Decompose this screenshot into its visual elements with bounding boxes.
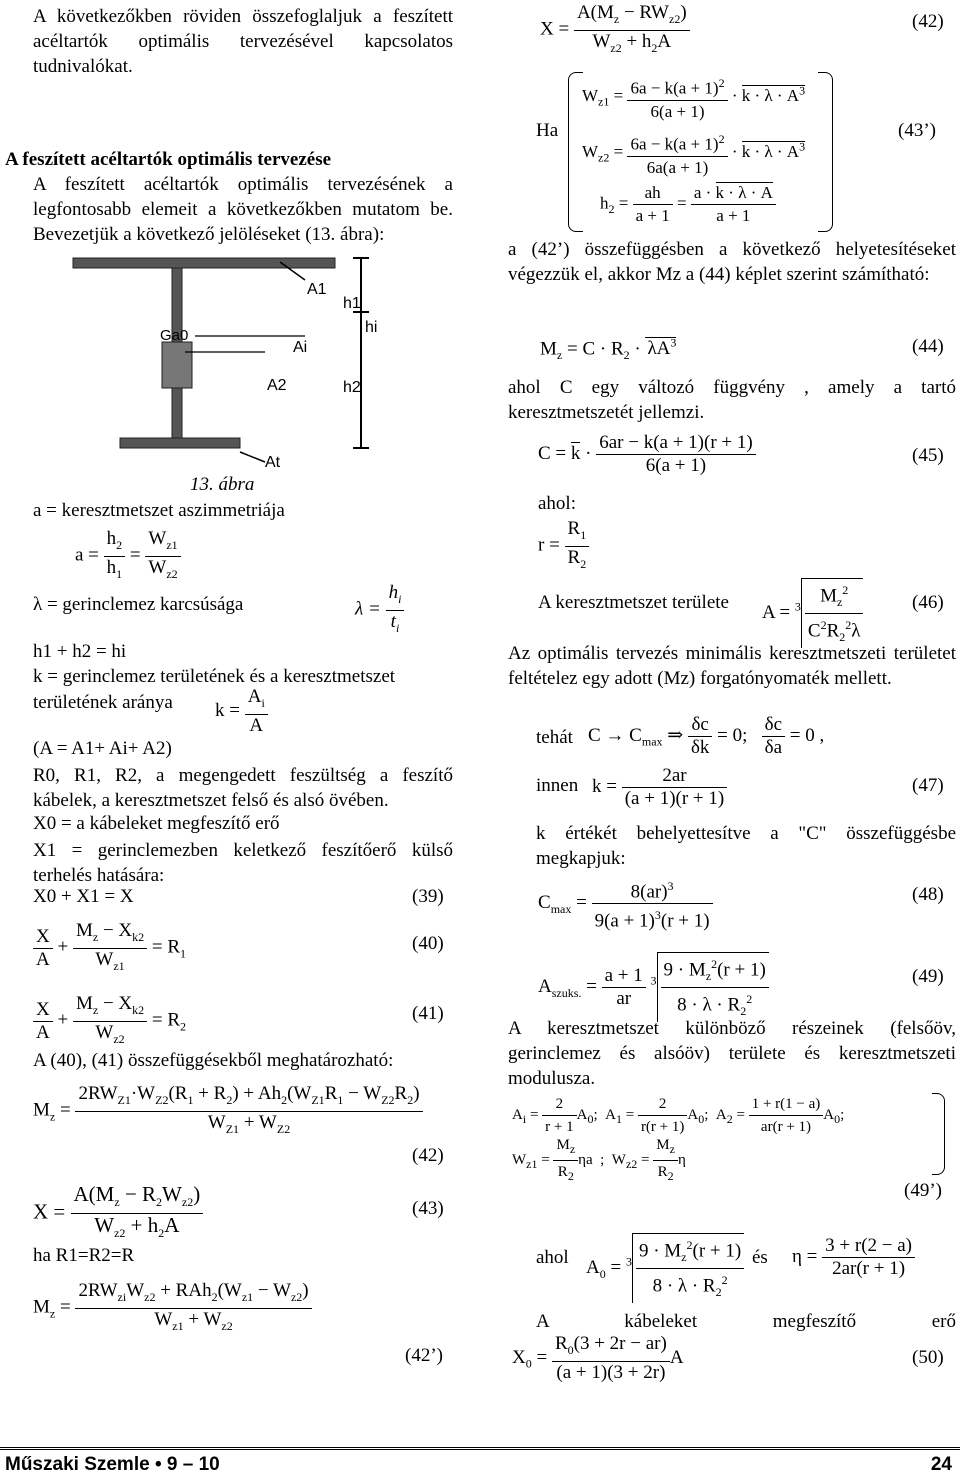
innen-label: innen: [536, 775, 579, 796]
figure-13-cross-section: [65, 252, 385, 477]
figure-label-A1: A1: [307, 281, 327, 298]
eq-43p-number: (43’): [898, 120, 936, 141]
eq-49-number: (49): [912, 966, 944, 987]
h-sum: h1 + h2 = hi: [33, 641, 127, 662]
C-definition-paragraph: ahol C egy változó függvény , amely a tartó keresztmetszetét jellemzi.: [508, 377, 956, 423]
lambda-definition: λ = gerinclemez karcsúsága: [33, 594, 244, 615]
footer-journal: Műszaki Szemle • 9 – 10: [5, 1454, 220, 1475]
eq-45-number: (45): [912, 445, 944, 466]
eq-41-number: (41): [412, 1003, 444, 1024]
X0-definition: X0 = a kábeleket megfeszítő erő: [33, 813, 280, 834]
eq-42: $M_z$ = $\frac{2RW_{Z1}\cdot W_{Z2}(R_1 + R_2) + Ah_2(W_{Z1}R_1 - W_{Z2}R_2)}{W_{Z1} + W_{Z2}}$: [33, 1083, 423, 1140]
eq-optimum-condition: $C \to C_{max}$ ⇒ $\frac{\delta c}{\delta k}$ = 0; $\frac{\delta c}{\delta a}$ = 0 ,: [588, 714, 825, 758]
eq-42-right-number: (42): [912, 11, 944, 32]
area-text: A keresztmetszet területe: [538, 592, 729, 613]
eq-49p-brace: [932, 1093, 945, 1175]
substitution-paragraph: a (42’) összefüggésben a következő helyetesítéseket végezzük el, akkor Mz a (44) képlet szerint számítható:: [508, 239, 956, 285]
figure-label-Ga0: Ga0: [160, 327, 189, 344]
es-label: és: [752, 1247, 768, 1268]
eq-44-number: (44): [912, 336, 944, 357]
eq-47: k = $\frac{2ar}{(a + 1)(r + 1)}$: [592, 765, 727, 810]
footer-rule: [0, 1447, 960, 1450]
eq-49p-moduli: $W_{z1}$ = $\frac{M_z}{R_2}$ ηa ; $W_{z2}$ = $\frac{M_z}{R_2}$ η: [512, 1134, 686, 1187]
eq-42-prime-number: (42’): [405, 1345, 443, 1366]
ha-condition: ha R1=R2=R: [33, 1245, 135, 1266]
eq-43-number: (43): [412, 1198, 444, 1219]
eq-42-right: X = $\frac{A(M_z - RW_{z2})}{W_{z2} + h_2A}$: [540, 2, 690, 59]
eq-42-prime: $M_z$ = $\frac{2RW_{zi}W_{z2} + RAh_2(W_{z1} - W_{z2})}{W_{z1} + W_{z2}}$: [33, 1280, 312, 1337]
ahol-label: ahol:: [538, 493, 576, 514]
eq-42-number: (42): [412, 1145, 444, 1166]
eq-47-number: (47): [912, 775, 944, 796]
eq-a-ratio: a = $\frac{h_2}{h_1}$ = $\frac{W_{z1}}{W_{z2}}$: [75, 528, 181, 585]
cable-force-text: A kábeleket megfeszítő erő: [536, 1311, 956, 1332]
figure-label-A2: A2: [267, 377, 287, 394]
eq-eta: η = $\frac{3 + r(2 - a)}{2ar(r + 1)}$: [792, 1235, 915, 1280]
eq-39-number: (39): [412, 886, 444, 907]
k-definition-line2: területének aránya: [33, 692, 173, 713]
eq-46: A = $^3$ $\frac{M_z^2}{C^2R_2^2\lambda}$: [762, 578, 863, 648]
eq-A0: $A_0 = ^3$ $\frac{9 \cdot M_z^2(r + 1)}{8 \cdot \lambda \cdot R_2^2}$: [586, 1233, 744, 1303]
eq-43p-h2: $h_2$ = $\frac{ah}{a + 1}$ = $\frac{a \cdot k \cdot \lambda \cdot A}{a + 1}$: [600, 182, 776, 227]
figure-caption: 13. ábra: [190, 474, 255, 495]
A-sum: (A = A1+ Ai+ A2): [33, 738, 172, 759]
tehat-label: tehát: [536, 727, 573, 748]
figure-label-h1: h1: [343, 295, 361, 312]
figure-label-hi: hi: [365, 319, 378, 336]
eq-k: k = $\frac{A_i}{A}$: [215, 686, 268, 737]
eq-49p-number: (49’): [904, 1180, 942, 1201]
eq-40-number: (40): [412, 933, 444, 954]
eq-46-number: (46): [912, 592, 944, 613]
optimal-design-paragraph: Az optimális tervezés minimális keresztmetszeti területet feltételez egy adott (Mz) forgatónyomaték mellett.: [508, 643, 956, 689]
a-definition: a = keresztmetszet aszimmetriája: [33, 500, 285, 521]
eq-43p-wz2: $W_{z2}$ = $\frac{6a - k(a + 1)^2}{6a(a + 1)}$ · $k \cdot \lambda \cdot A^3$: [582, 128, 805, 179]
eq-48-number: (48): [912, 884, 944, 905]
eq-44: $M_z = C \cdot R_2 \cdot \lambda A^3$: [540, 336, 677, 363]
eq-45: C = k · $\frac{6ar - k(a + 1)(r + 1)}{6(a + 1)}$: [538, 432, 756, 477]
k-substitution-paragraph: k értékét behelyettesítve a "C" összefüggésbe megkapjuk:: [536, 823, 956, 869]
eq-39: X0 + X1 = X: [33, 886, 134, 907]
ha-label: Ha: [536, 120, 559, 141]
R-definition: R0, R1, R2, a megengedett feszültség a feszítő kábelek, a keresztmetszet felső és alsó övében.: [33, 765, 453, 811]
section-heading: A feszített acéltartók optimális tervezése: [5, 149, 332, 170]
figure-label-Ai: Ai: [293, 339, 308, 356]
left-brace: [568, 72, 583, 232]
eq-50: $X_0$ = $\frac{R_0(3 + 2r - ar)}{(a + 1)(3 + 2r)}$ A: [512, 1333, 684, 1383]
eq-49p-areas: $A_i$ = $\frac{2}{r + 1}$ $A_0$; $A_1$ = $\frac{2}{r(r + 1)}$ $A_0$; $A_2$ = $\frac{1 + r(1 - a)}{ar(r + 1)}$ $A_0$;: [512, 1093, 844, 1138]
eq-lambda: λ = $\frac{h_i}{t_i}$: [355, 582, 404, 639]
eq-48: $C_{max}$ = $\frac{8(ar)^3}{9(a + 1)^3(r + 1)}$: [538, 875, 713, 933]
section-paragraph: A feszített acéltartók optimális tervezésének a legfontosabb elemeit a következőkben mutatom be. Bevezetjük a következő jelöléseket (13. ábra):: [33, 174, 453, 245]
X1-definition: X1 = gerinclemezben keletkező feszítőerő külső terhelés hatására:: [33, 840, 453, 886]
eq-40: $\frac{X}{A}$ + $\frac{M_z - X_{k2}}{W_{z1}}$ = $R_1$: [33, 920, 186, 977]
k-definition-line1: k = gerinclemez területének és a keresztmetszet: [33, 666, 396, 687]
eq-50-number: (50): [912, 1347, 944, 1368]
footer-page-number: 24: [930, 1454, 952, 1475]
parts-paragraph: A keresztmetszet különböző részeinek (felsőöv, gerinclemez és alsóöv) területe és keresztmetszeti modulusza.: [508, 1018, 956, 1089]
ahol2-label: ahol: [536, 1247, 569, 1268]
figure-label-h2: h2: [343, 379, 361, 396]
determined-text: A (40), (41) összefüggésekből meghatározható:: [33, 1050, 394, 1071]
intro-paragraph: A következőkben röviden összefoglaljuk a feszített acéltartók optimális tervezésével kapcsolatos tudnivalókat.: [33, 6, 453, 77]
figure-label-At: At: [265, 454, 281, 471]
eq-r: r = $\frac{R_1}{R_2}$: [538, 518, 589, 575]
eq-43: X = $\frac{A(M_z - R_2W_{z2})}{W_{z2} + h_2A}$: [33, 1183, 203, 1244]
eq-49: $A_{szuks.}$ = $\frac{a + 1}{ar}$ $^3$ $\frac{9 \cdot M_z^2(r + 1)}{8 \cdot \lambda \cdot R_2^2}$: [538, 952, 769, 1022]
eq-43p-wz1: $W_{z1}$ = $\frac{6a - k(a + 1)^2}{6(a + 1)}$ · $k \cdot \lambda \cdot A^3$: [582, 72, 805, 123]
eq-41: $\frac{X}{A}$ + $\frac{M_z - X_{k2}}{W_{z2}}$ = $R_2$: [33, 993, 186, 1050]
right-brace: [818, 72, 833, 232]
